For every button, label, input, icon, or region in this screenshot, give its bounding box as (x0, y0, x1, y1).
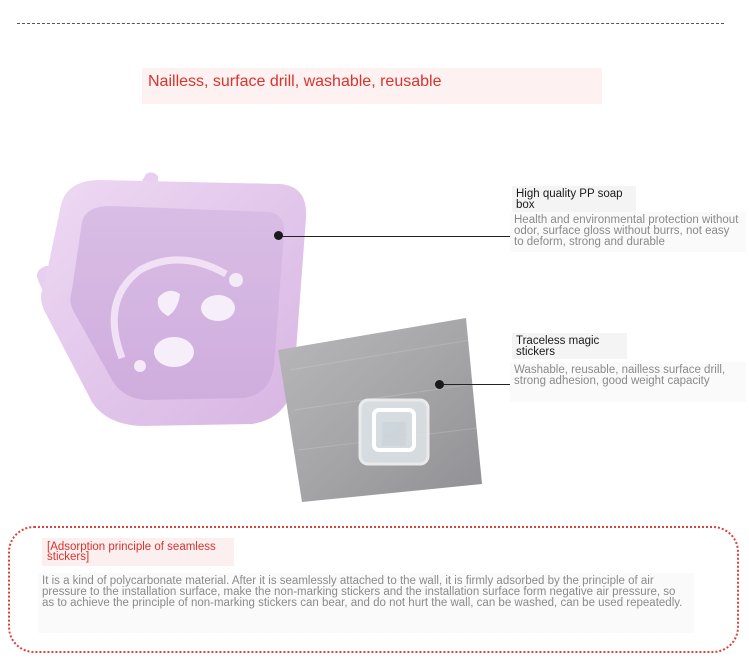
sticker-image (270, 310, 490, 510)
callout-dot-sticker (435, 380, 444, 389)
callout-line-sticker (444, 384, 510, 385)
callout-line-soap-box (282, 236, 510, 237)
headline-text: Nailless, surface drill, washable, reusable (148, 73, 442, 90)
feature-title-soap-box: High quality PP soap box (512, 186, 636, 212)
feature-title-sticker: Traceless magic stickers (512, 333, 627, 359)
feature-desc-soap-box: Health and environmental protection without odor, surface gloss without burrs, not easy to deform, strong and durable (510, 212, 746, 252)
feature-desc-sticker: Washable, reusable, nailless surface drill, strong adhesion, good weight capacity (510, 362, 746, 402)
principle-title: [Adsorption principle of seamless stickers] (42, 538, 234, 566)
top-dashed-divider (17, 23, 724, 24)
headline-banner (142, 68, 602, 104)
principle-body: It is a kind of polycarbonate material. After it is seamlessly attached to the wall, it is firmly adsorbed by the principle of air pressure to the installation surface, make the non-marking stickers and the installation surface form negative air pressure, so as to achieve the principle of non-marking stickers can bear, and do not hurt the wall, can be washed, can be used repeatedly. (38, 573, 694, 633)
